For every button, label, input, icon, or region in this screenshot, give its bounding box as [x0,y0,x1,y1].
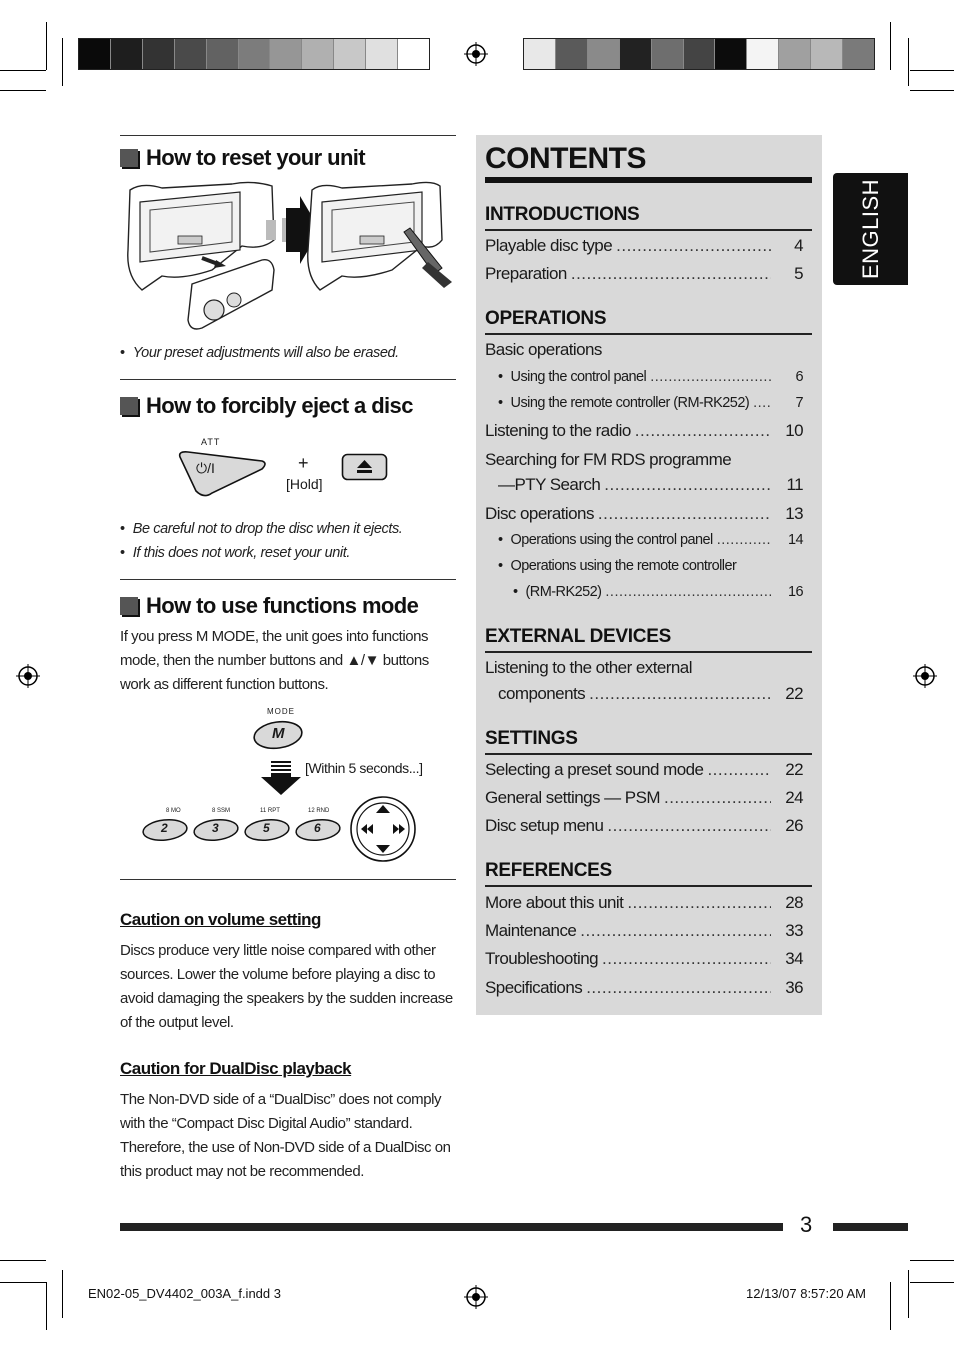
square-bullet-icon [120,597,138,615]
section-references: REFERENCES [485,860,612,881]
toc-entry[interactable]: Maintenance ..... 33 [485,921,803,941]
color-swatch [397,39,429,69]
color-swatch [587,39,619,69]
crop-mark [0,70,46,71]
m-button-label: M [272,725,285,742]
color-swatch [365,39,397,69]
section-rule [485,753,812,755]
control-dial[interactable] [349,795,417,863]
toc-entry[interactable]: Troubleshooting ..... 34 [485,949,803,969]
contents-title: CONTENTS [485,142,646,175]
section-divider [120,379,456,380]
registration-mark-icon [16,664,40,688]
slug-timestamp: 12/13/07 8:57:20 AM [746,1286,866,1301]
toc-subentry[interactable]: • Using the remote controller (RM-RK252) ..... 7 [498,395,803,411]
crop-mark [46,1282,47,1330]
toc-entry[interactable]: Preparation ..... 5 [485,264,803,284]
footer-rule [120,1223,783,1231]
color-swatch [842,39,874,69]
color-swatch [651,39,683,69]
color-swatch [714,39,746,69]
slug-filename: EN02-05_DV4402_003A_f.indd 3 [88,1286,281,1301]
button-5[interactable]: 5 [263,821,270,835]
crop-mark [46,22,47,70]
registration-mark-icon [464,1285,488,1309]
mode-label: MODE [267,707,295,716]
color-swatch [269,39,301,69]
crop-mark [890,22,891,70]
color-swatch [810,39,842,69]
section-rule [485,651,812,653]
functions-heading: How to use functions mode [120,593,418,619]
crop-mark [910,1260,954,1261]
caution-dualdisc-heading: Caution for DualDisc playback [120,1059,352,1078]
number-buttons [142,817,342,843]
registration-mark-icon [464,42,488,66]
toc-entry[interactable]: components ..... 22 [498,684,803,704]
toc-entry-heading: Basic operations [485,340,602,359]
color-swatch [142,39,174,69]
crop-mark [890,1282,891,1330]
caution-volume-body: Discs produce very little noise compared with other sources. Lower the volume before playing a disc to avoid damaging the speakers by the sudden increase of the output level. [120,942,453,1031]
toc-entry[interactable]: More about this unit ..... 28 [485,893,803,913]
down-arrow-icon [261,761,301,795]
language-tab: ENGLISH [833,173,908,285]
footer-rule [833,1223,908,1231]
contents-title-rule [485,177,812,183]
button-6[interactable]: 6 [314,821,321,835]
section-rule [485,333,812,335]
crop-mark [908,38,909,86]
section-rule [485,229,812,231]
eject-note-2: • If this does not work, reset your unit. [120,545,350,561]
button-2[interactable]: 2 [161,821,168,835]
toc-entry[interactable]: Disc operations ..... 13 [485,504,803,524]
section-settings: SETTINGS [485,728,578,749]
color-swatch [206,39,238,69]
color-swatch [555,39,587,69]
color-swatch [524,39,555,69]
color-swatch [301,39,333,69]
registration-mark-icon [913,664,937,688]
toc-entry[interactable]: —PTY Search ..... 11 [498,475,803,495]
crop-mark [908,1270,909,1318]
crop-mark [910,70,954,71]
number-button-row: 8 MO 8 SSM 11 RPT 12 RND [166,808,330,814]
hold-label: [Hold] [286,476,323,492]
crop-mark [0,1282,46,1283]
toc-entry-heading: Listening to the other external [485,658,692,677]
reset-illustration [122,180,456,335]
crop-mark [910,90,954,91]
color-swatch [778,39,810,69]
button-3[interactable]: 3 [212,821,219,835]
section-operations: OPERATIONS [485,308,607,329]
crop-mark [0,1260,46,1261]
eject-button[interactable] [341,453,388,481]
within-5-seconds-label: [Within 5 seconds...] [305,760,423,776]
color-swatch [333,39,365,69]
toc-entry[interactable]: General settings — PSM ..... 24 [485,788,803,808]
toc-subentry[interactable]: • (RM-RK252) ..... 16 [513,584,803,600]
caution-volume-heading: Caution on volume setting [120,910,321,929]
toc-entry[interactable]: Disc setup menu ..... 26 [485,816,803,836]
toc-entry[interactable]: Selecting a preset sound mode ..... 22 [485,760,803,780]
att-label: ATT [201,437,221,447]
color-swatch [746,39,778,69]
color-swatch [79,39,110,69]
toc-entry[interactable]: Listening to the radio ..... 10 [485,421,803,441]
power-icon: ⏻/I [196,460,215,476]
square-bullet-icon [120,149,138,167]
section-external-devices: EXTERNAL DEVICES [485,626,671,647]
functions-body: If you press M MODE, the unit goes into functions mode, then the number buttons and ▲/▼ buttons work as different function buttons. [120,628,429,693]
crop-mark [62,1270,63,1318]
caution-dualdisc-body: The Non-DVD side of a “DualDisc” does not comply with the “Compact Disc Digital Audio” standard. Therefore, the use of Non-DVD side of a DualDisc on this product may not be recommended. [120,1091,451,1180]
color-bar-right [523,38,875,70]
power-att-button[interactable] [176,449,268,499]
crop-mark [62,38,63,86]
color-swatch [619,39,651,69]
toc-entry[interactable]: Playable disc type ..... 4 [485,236,803,256]
section-introductions: INTRODUCTIONS [485,204,640,225]
color-bar-left [78,38,430,70]
plus-sign: + [298,453,309,473]
toc-subentry[interactable]: • Using the control panel ..... 6 [498,369,803,385]
toc-subentry-heading: • Operations using the remote controller [498,558,803,574]
color-swatch [174,39,206,69]
toc-subentry[interactable]: • Operations using the control panel ..... 14 [498,532,803,548]
section-divider [120,135,456,136]
color-swatch [110,39,142,69]
eject-note-1: • Be careful not to drop the disc when it ejects. [120,521,402,537]
section-rule [485,885,812,887]
color-swatch [238,39,270,69]
color-swatch [683,39,715,69]
crop-mark [910,1282,954,1283]
eject-heading: How to forcibly eject a disc [120,393,413,419]
crop-mark [0,90,46,91]
toc-entry-heading: Searching for FM RDS programme [485,450,732,469]
section-divider [120,579,456,580]
section-divider [120,879,456,880]
toc-entry[interactable]: Specifications ..... 36 [485,978,803,998]
reset-heading: How to reset your unit [120,145,365,171]
square-bullet-icon [120,397,138,415]
page-number: 3 [800,1212,813,1237]
reset-note: • Your preset adjustments will also be erased. [120,345,399,361]
